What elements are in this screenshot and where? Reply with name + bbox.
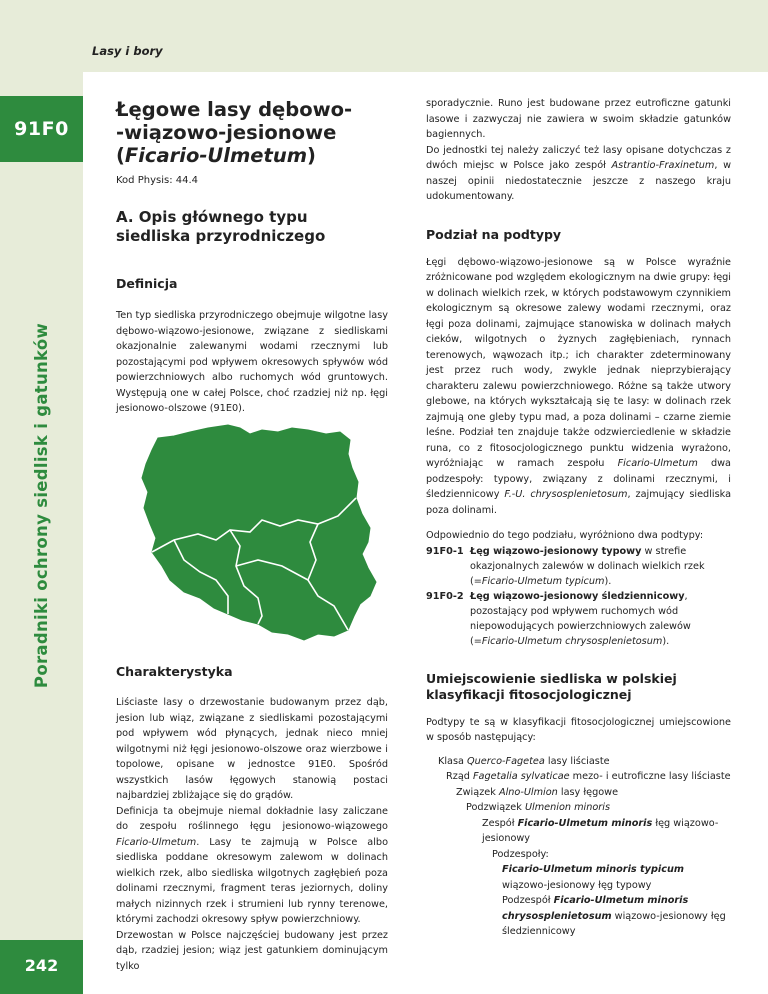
- side-title: [0, 255, 83, 755]
- charakterystyka-p2: [116, 804, 388, 928]
- subtype-1-latin: Ficario-Ulmetum typicum: [481, 575, 605, 587]
- tax-rzad-desc: mezo- i eutroficzne lasy liściaste: [569, 771, 731, 782]
- subtype-2-text: , pozostający pod wpływem ruchomych wód niepowodujących powierzchniowych zalewów (=: [470, 590, 691, 647]
- tax-zespol-desc: łęg wiązowo-jesionowy: [482, 817, 719, 844]
- podzial-text-2: dwa podzespoły: typowy, związany z dolinami rzecznymi, i śledziennicowy: [426, 458, 731, 500]
- right-column: [426, 96, 731, 940]
- tax-zwiazek-name: Alno-Ulmion: [498, 786, 558, 798]
- tax-rzad-label: Rząd: [446, 771, 473, 782]
- title-close-paren: ): [307, 144, 316, 167]
- podzial-text-3: , zajmujący siedliska poza dolinami.: [426, 489, 732, 516]
- title-latin-name: Ficario-Ulmetum: [124, 144, 308, 167]
- tax-klasa-label: Klasa: [438, 755, 468, 767]
- tax-podzespol-2-desc: wiązowo-jesionowy łęg śledziennicowy: [502, 910, 726, 937]
- astrantio-start: Do jednostki tej należy zaliczyć też lasy opisane dotychczas z dwóch miejsc w Polsce jako zespół: [426, 144, 731, 171]
- charakterystyka-heading: Charakterystyka: [116, 664, 233, 679]
- section-a-line-2: siedliska przyrodniczego: [116, 227, 326, 245]
- header-band: [83, 0, 768, 72]
- subtype-1-end: ).: [604, 575, 612, 587]
- habitat-code-tab: 91F0: [0, 96, 83, 162]
- page-number: 242: [0, 940, 83, 994]
- tax-klasa: [426, 754, 731, 770]
- umiejscowienie-heading-line-1: Umiejscowienie siedliska w polskiej: [426, 670, 677, 686]
- subtype-1-code: 91F0-1: [426, 545, 464, 557]
- subtype-2-description: [470, 589, 731, 649]
- tax-podzespol-2-label: Podzespół: [502, 895, 554, 906]
- tax-zwiazek-label: Związek: [456, 786, 499, 798]
- left-column: [116, 88, 388, 417]
- astrantio-latin: Astrantio-Fraxinetum: [611, 160, 715, 171]
- subtype-1-text: w strefie okazjonalnych zalewów w dolinach wielkich rzek (=: [470, 545, 705, 587]
- podzial-text-1: Łęgi dębowo-wiązowo-jesionowe są w Polsce wyraźnie zróżnicowane pod względem ekologicznym na dwie grupy: łęgi w dolinach wielkich rzek, w których podstawowym czynnikiem ekologicznym są okresowe zalewy wodami rzecznymi, oraz łęgi poza dolinami, zajmujące stanowiska w dolinach małych cieków, wilgotnych o żyznych zagłębieniach, rynnach terenowych, wąwozach itp.; ich charakter zdeterminowany jest przez ruch wody, zwykle jednak nieprzybierający charakteru zalewu powierzchniowego. Różne są także utwory glebowe, na których wykształcają się te lasy: w dolinach rzek zajmują one gleby typu mad, a poza dolinami – czarne ziemie leśne. Podział ten znajduje także odzwierciedlenie w składzie runa, co z fitosocjologicznego punktu widzenia wyrażono, wyróżniając w ramach zespołu: [426, 256, 731, 469]
- running-head: Lasy i bory: [92, 44, 163, 58]
- page-title: [116, 98, 388, 167]
- subtype-2: [426, 589, 731, 649]
- tax-zwiazek: [426, 785, 731, 801]
- charakterystyka-p2-latin: Ficario-Ulmetum: [116, 836, 197, 848]
- physis-code: Kod Physis: 44.4: [116, 175, 199, 186]
- charakterystyka-p2-start: Definicja ta obejmuje niemal dokładnie lasy zaliczane do zespołu roślinnego łęgu jesionowo-wiązowego: [116, 805, 388, 832]
- tax-zespol-label: Zespół: [482, 817, 518, 829]
- title-line-1: Łęgowe lasy dębowo-: [116, 98, 353, 121]
- section-a-line-1: A. Opis głównego typu: [116, 208, 308, 226]
- umiejscowienie-paragraph: Podtypy te są w klasyfikacji fitosocjologicznej umiejscowione w sposób następujący:: [426, 716, 731, 743]
- tax-podzwiazek-label: Podzwiązek: [466, 802, 525, 813]
- astrantio-paragraph: [426, 143, 731, 205]
- umiejscowienie-heading: [426, 671, 731, 703]
- tax-klasa-desc: lasy liściaste: [544, 755, 610, 767]
- definicja-heading: Definicja: [116, 276, 178, 291]
- astrantio-end: , w naszej opinii niedostatecznie jeszcze z naszego kraju udokumentowany.: [426, 160, 731, 202]
- tax-rzad: [426, 769, 731, 785]
- side-title-text: Poradniki ochrony siedlisk i gatunków: [32, 322, 52, 688]
- podzial-latin-2: F.-U. chrysosplenietosum: [504, 489, 628, 500]
- tax-podzwiazek: [426, 800, 731, 816]
- odpowiednio-paragraph: Odpowiednio do tego podziału, wyróżniono dwa podtypy:: [426, 530, 704, 541]
- tax-podzespoly-label: Podzespoły:: [492, 848, 549, 860]
- subtype-2-end: ).: [662, 635, 670, 647]
- charakterystyka-p1: Liściaste lasy o drzewostanie budowanym przez dąb, jesion lub wiąz, związane z siedliskami pozostającymi pod wpływem wód płynących, jednak nieco mniej wilgotnymi niż łęgi jesionowo-olszowe oraz wierzbowe i topolowe, opisane w jednostce 91E0. Spośród wszystkich lasów łęgowych stanowią postaci najbardziej zbliżające się do grądów.: [116, 697, 388, 801]
- subtype-2-latin: Ficario-Ulmetum chrysosplenietosum: [481, 635, 663, 647]
- classification-tree: [426, 754, 731, 940]
- tax-podzespol-2: [426, 893, 731, 940]
- tax-podzespol-1-desc: wiązowo-jesionowy łęg typowy: [502, 879, 652, 891]
- title-line-2: -wiązowo-jesionowe: [116, 121, 337, 144]
- definicja-text: Ten typ siedliska przyrodniczego obejmuje wilgotne lasy dębowo-wiązowo-jesionowe, związane z siedliskami okazjonalnie zalewanymi wodami rzecznymi lub pozostającymi pod wpływem okresowych spływów wód powierzchniowych albo ruchomych wód gruntowych. Występują one w całej Polsce, choć rzadziej niż np. łęgi jesionowo-olszowe (91E0).: [116, 310, 388, 414]
- tax-rzad-name: Fagetalia sylvaticae: [472, 771, 570, 782]
- podzial-latin-1: Ficario-Ulmetum: [617, 458, 698, 469]
- umiejscowienie-heading-line-2: klasyfikacji fitosocjologicznej: [426, 686, 632, 702]
- podzial-heading: Podział na podtypy: [426, 226, 562, 242]
- tax-podzespol-1-name: Ficario-Ulmetum minoris typicum: [502, 864, 684, 875]
- poland-shape: [142, 425, 376, 640]
- section-a-heading: [116, 208, 388, 246]
- tax-podzwiazek-name: Ulmenion minoris: [524, 802, 611, 813]
- tax-zespol-name: Ficario-Ulmetum minoris: [517, 817, 653, 829]
- subtype-1-description: [470, 544, 731, 589]
- tax-podzespol-2-name: Ficario-Ulmetum minoris chrysosplenietosum: [502, 895, 689, 922]
- tax-klasa-name: Querco-Fagetea: [467, 755, 545, 767]
- tax-zespol: [426, 816, 731, 847]
- subtype-1: [426, 544, 731, 589]
- continued-paragraph: sporadycznie. Runo jest budowane przez eutroficzne gatunki lasowe i zazwyczaj nie zawiera w swoim składzie gatunków bagiennych.: [426, 98, 731, 140]
- podzial-paragraph: [426, 255, 731, 519]
- charakterystyka-section: [116, 664, 388, 974]
- tax-zwiazek-desc: lasy łęgowe: [557, 786, 619, 798]
- title-open-paren: (: [116, 144, 125, 167]
- subtype-2-name: Łęg wiązowo-jesionowy śledziennicowy: [470, 590, 685, 602]
- poland-distribution-map: [112, 420, 388, 666]
- charakterystyka-p3: Drzewostan w Polsce najczęściej budowany jest przez dąb, rzadziej jesion; wiąz jest gatunkiem dominującym tylko: [116, 929, 388, 972]
- charakterystyka-p2-end: . Lasy te zajmują w Polsce albo siedliska poddane okresowym zalewom w dolinach wielkich rzek, albo siedliska wilgotnych zagłębień poza dolinami rzecznymi, fragment teras jeziornych, doliny małych nizinnych rzek i strumieni lub rynny terenowe, którymi zachodzi okresowy spływ powierzchniowy.: [116, 836, 388, 925]
- subtype-1-name: Łęg wiązowo-jesionowy typowy: [470, 545, 642, 557]
- subtype-2-code: 91F0-2: [426, 590, 464, 602]
- tax-podzespol-1: [426, 862, 731, 893]
